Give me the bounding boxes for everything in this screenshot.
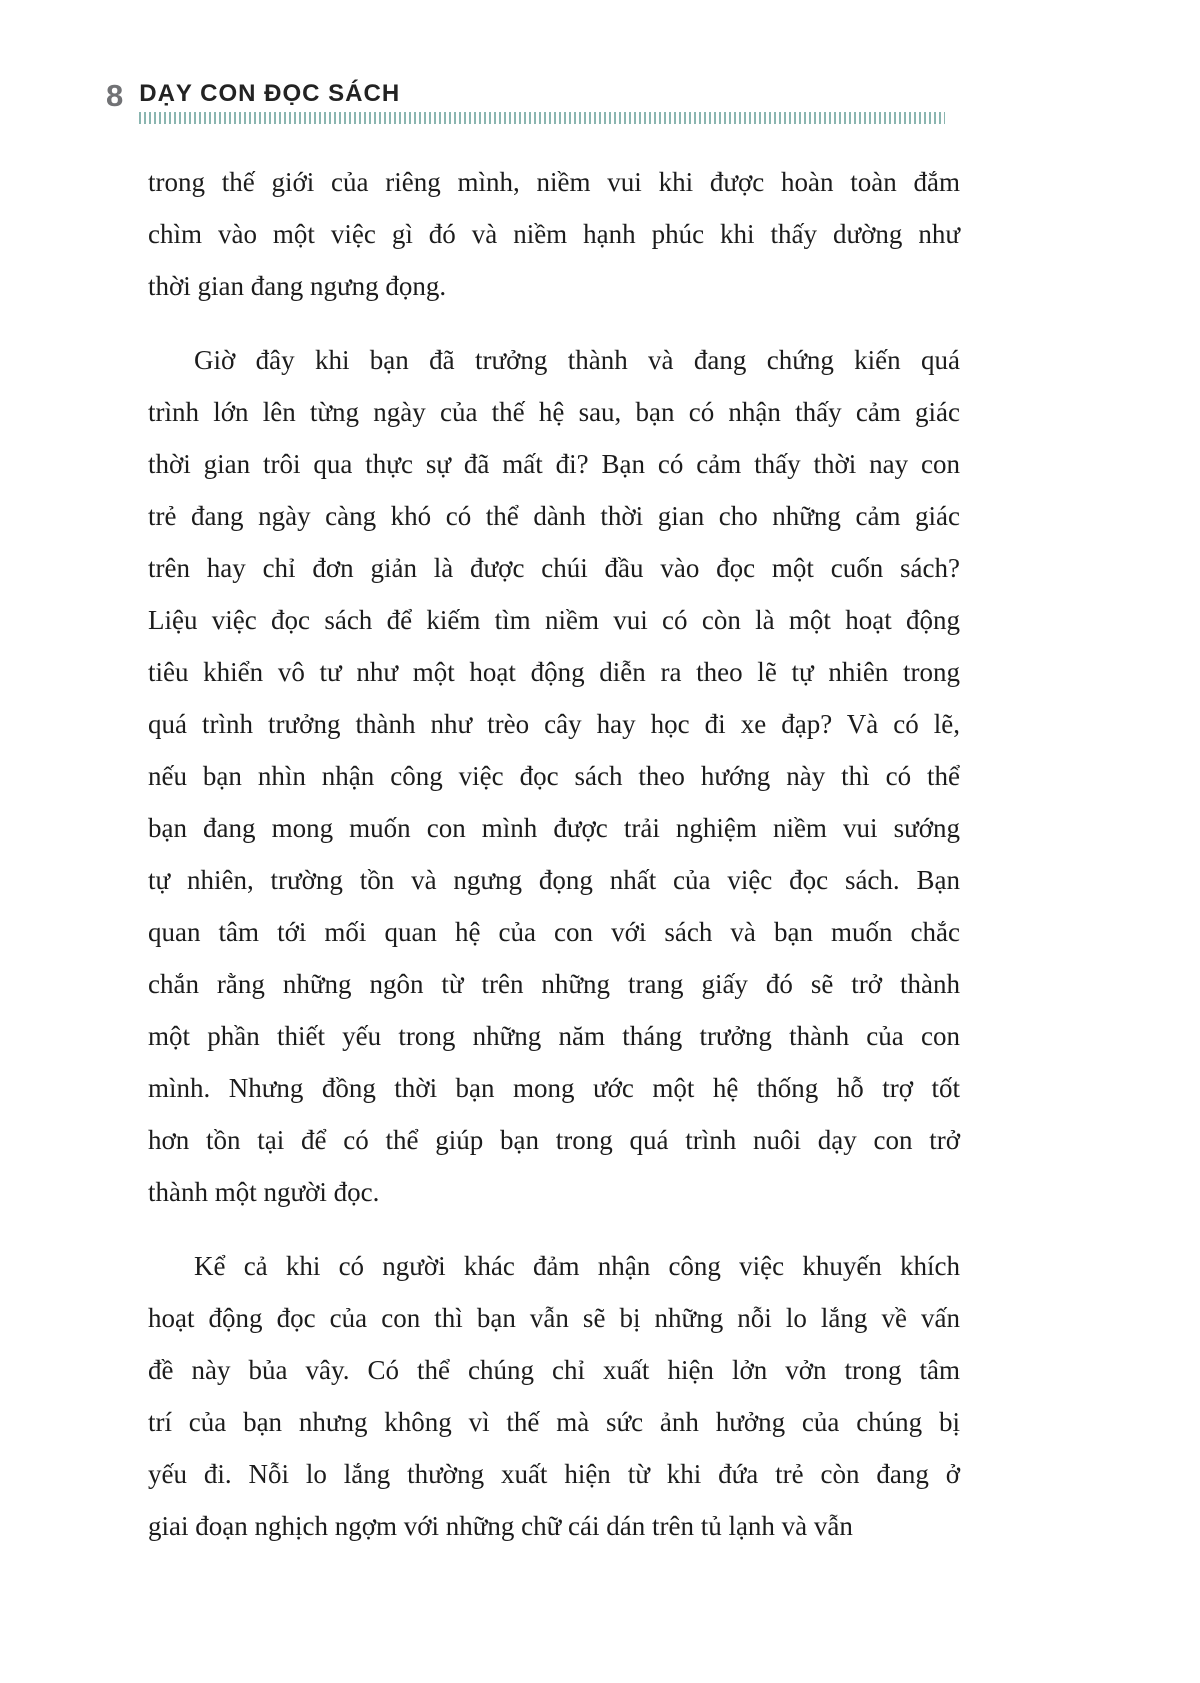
page-number: 8 — [106, 78, 124, 113]
text-line: quan tâm tới mối quan hệ của con với sách và bạn muốn chắc — [148, 917, 960, 947]
paragraph — [148, 1240, 960, 1552]
text-line: Kể cả khi có người khác đảm nhận công việc khuyến khích — [194, 1251, 960, 1281]
text-line: yếu đi. Nỗi lo lắng thường xuất hiện từ khi đứa trẻ còn đang ở — [148, 1459, 960, 1489]
text-line: trong thế giới của riêng mình, niềm vui khi được hoàn toàn đắm — [148, 167, 960, 197]
text-line: Giờ đây khi bạn đã trưởng thành và đang chứng kiến quá — [194, 345, 960, 375]
text-line: đề này bủa vây. Có thể chúng chỉ xuất hiện lởn vởn trong tâm — [148, 1355, 960, 1385]
text-line: thời gian đang ngưng đọng. — [148, 271, 447, 301]
text-line: mình. Nhưng đồng thời bạn mong ước một hệ thống hỗ trợ tốt — [148, 1073, 960, 1103]
paragraph — [148, 156, 960, 312]
text-line: Liệu việc đọc sách để kiếm tìm niềm vui có còn là một hoạt động — [148, 605, 960, 635]
text-line: chắn rằng những ngôn từ trên những trang giấy đó sẽ trở thành — [148, 969, 960, 999]
text-line: bạn đang mong muốn con mình được trải nghiệm niềm vui sướng — [148, 813, 960, 843]
text-line: trí của bạn nhưng không vì thế mà sức ảnh hưởng của chúng bị — [148, 1407, 960, 1437]
text-line: nếu bạn nhìn nhận công việc đọc sách theo hướng này thì có thể — [148, 761, 960, 791]
title-block — [139, 80, 945, 124]
text-line: hoạt động đọc của con thì bạn vẫn sẽ bị những nỗi lo lắng về vấn — [148, 1303, 960, 1333]
text-line: tự nhiên, trường tồn và ngưng đọng nhất của việc đọc sách. Bạn — [148, 865, 960, 895]
text-line: trình lớn lên từng ngày của thế hệ sau, bạn có nhận thấy cảm giác — [148, 397, 960, 427]
page-header — [106, 80, 945, 124]
dashed-rule — [139, 112, 945, 124]
text-line: giai đoạn nghịch ngợm với những chữ cái dán trên tủ lạnh và vẫn — [148, 1511, 853, 1541]
text-line: trẻ đang ngày càng khó có thể dành thời gian cho những cảm giác — [148, 501, 960, 531]
text-line: quá trình trưởng thành như trèo cây hay học đi xe đạp? Và có lẽ, — [148, 709, 960, 739]
text-line: trên hay chỉ đơn giản là được chúi đầu vào đọc một cuốn sách? — [148, 553, 960, 583]
book-title: DẠY CON ĐỌC SÁCH — [139, 80, 401, 107]
paragraph — [148, 334, 960, 1218]
body-text — [148, 156, 960, 1552]
text-line: thời gian trôi qua thực sự đã mất đi? Bạn có cảm thấy thời nay con — [148, 449, 960, 479]
text-line: chìm vào một việc gì đó và niềm hạnh phúc khi thấy dường như — [148, 219, 960, 249]
text-line: thành một người đọc. — [148, 1177, 380, 1207]
text-line: hơn tồn tại để có thể giúp bạn trong quá trình nuôi dạy con trở — [148, 1125, 960, 1155]
text-line: tiêu khiển vô tư như một hoạt động diễn ra theo lẽ tự nhiên trong — [148, 657, 960, 687]
text-line: một phần thiết yếu trong những năm tháng trưởng thành của con — [148, 1021, 960, 1051]
